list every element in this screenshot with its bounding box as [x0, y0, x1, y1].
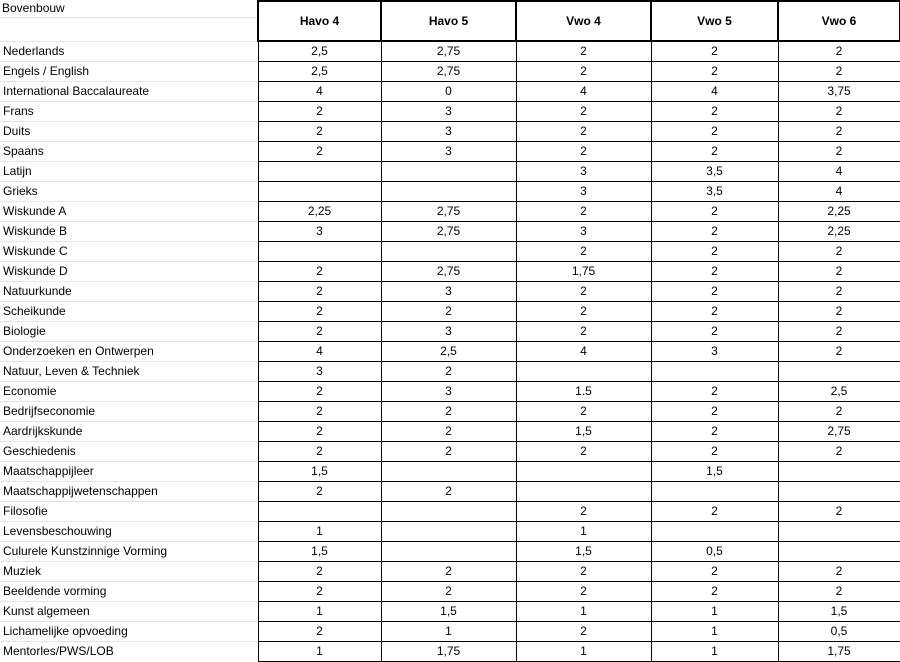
value-cell[interactable]: 2 [516, 202, 651, 222]
value-cell[interactable]: 2 [778, 302, 900, 322]
value-cell[interactable]: 4 [516, 82, 651, 102]
value-cell[interactable]: 2 [651, 502, 778, 522]
value-cell[interactable]: 2 [778, 502, 900, 522]
value-cell[interactable]: 2 [381, 402, 516, 422]
value-cell[interactable] [381, 182, 516, 202]
value-cell[interactable]: 2 [258, 622, 381, 642]
value-cell[interactable]: 4 [651, 82, 778, 102]
value-cell[interactable] [381, 242, 516, 262]
table-row [0, 402, 900, 422]
value-cell[interactable]: 1,5 [258, 462, 381, 482]
value-cell[interactable]: 3 [516, 162, 651, 182]
subject-cell[interactable]: Filosofie [0, 502, 258, 522]
value-cell[interactable]: 3 [381, 322, 516, 342]
value-cell[interactable]: 2 [516, 142, 651, 162]
subject-cell[interactable]: Bedrijfseconomie [0, 402, 258, 422]
value-cell[interactable]: 2,25 [778, 202, 900, 222]
value-cell[interactable]: 2,75 [381, 41, 516, 62]
value-cell[interactable]: 2 [651, 282, 778, 302]
value-cell[interactable] [258, 182, 381, 202]
value-cell[interactable]: 2 [651, 142, 778, 162]
subject-cell[interactable]: Mentorles/PWS/LOB [0, 642, 258, 662]
value-cell[interactable]: 2 [258, 482, 381, 502]
column-header-havo5[interactable]: Havo 5 [381, 1, 516, 41]
value-cell[interactable] [516, 482, 651, 502]
value-cell[interactable]: 2 [516, 302, 651, 322]
value-cell[interactable]: 1 [651, 602, 778, 622]
value-cell[interactable]: 2 [651, 402, 778, 422]
value-cell[interactable]: 4 [258, 342, 381, 362]
value-cell[interactable]: 2 [381, 442, 516, 462]
column-header-vwo5[interactable]: Vwo 5 [651, 1, 778, 41]
value-cell[interactable]: 2,25 [778, 222, 900, 242]
value-cell[interactable] [778, 522, 900, 542]
value-cell[interactable]: 2 [778, 62, 900, 82]
table-row [0, 262, 900, 282]
value-cell[interactable]: 2,75 [778, 422, 900, 442]
table-row [0, 302, 900, 322]
value-cell[interactable]: 2,75 [381, 62, 516, 82]
subject-cell[interactable]: Latijn [0, 162, 258, 182]
value-cell[interactable] [381, 162, 516, 182]
subject-cell[interactable]: Maatschappijwetenschappen [0, 482, 258, 502]
table-row [0, 142, 900, 162]
value-cell[interactable]: 2 [651, 302, 778, 322]
value-cell[interactable]: 3,5 [651, 162, 778, 182]
value-cell[interactable]: 2 [651, 582, 778, 602]
value-cell[interactable]: 1,75 [778, 642, 900, 662]
value-cell[interactable]: 3 [651, 342, 778, 362]
value-cell[interactable]: 2 [516, 622, 651, 642]
value-cell[interactable]: 2 [516, 242, 651, 262]
table-row [0, 322, 900, 342]
column-header-vwo4[interactable]: Vwo 4 [516, 1, 651, 41]
subject-cell[interactable]: Grieks [0, 182, 258, 202]
subject-cell[interactable]: International Baccalaureate [0, 82, 258, 102]
subject-cell[interactable]: Wiskunde C [0, 242, 258, 262]
value-cell[interactable]: 2 [258, 322, 381, 342]
value-cell[interactable]: 1 [516, 642, 651, 662]
table-row [0, 562, 900, 582]
table-row [0, 41, 900, 62]
value-cell[interactable]: 2 [516, 562, 651, 582]
subject-cell[interactable]: Wiskunde D [0, 262, 258, 282]
table-row [0, 222, 900, 242]
value-cell[interactable]: 1 [651, 622, 778, 642]
value-cell[interactable]: 2 [651, 122, 778, 142]
value-cell[interactable]: 2 [258, 422, 381, 442]
value-cell[interactable]: 2 [778, 122, 900, 142]
table-row [0, 462, 900, 482]
value-cell[interactable]: 1,5 [516, 542, 651, 562]
value-cell[interactable]: 2 [778, 142, 900, 162]
value-cell[interactable]: 2 [651, 222, 778, 242]
value-cell[interactable]: 0,5 [651, 542, 778, 562]
subject-cell[interactable]: Beeldende vorming [0, 582, 258, 602]
value-cell[interactable]: 2 [516, 122, 651, 142]
value-cell[interactable] [651, 482, 778, 502]
value-cell[interactable] [778, 362, 900, 382]
subject-cell[interactable]: Muziek [0, 562, 258, 582]
value-cell[interactable]: 3 [258, 222, 381, 242]
value-cell[interactable]: 3 [258, 362, 381, 382]
table-row [0, 482, 900, 502]
value-cell[interactable]: 0 [381, 82, 516, 102]
table-row [0, 602, 900, 622]
value-cell[interactable]: 1,75 [516, 262, 651, 282]
value-cell[interactable]: 3 [381, 102, 516, 122]
value-cell[interactable]: 4 [516, 342, 651, 362]
table-row [0, 382, 900, 402]
value-cell[interactable]: 2 [651, 442, 778, 462]
value-cell[interactable]: 3,75 [778, 82, 900, 102]
value-cell[interactable] [516, 362, 651, 382]
value-cell[interactable] [258, 162, 381, 182]
value-cell[interactable] [651, 362, 778, 382]
value-cell[interactable]: 1 [258, 602, 381, 622]
value-cell[interactable]: 3 [516, 222, 651, 242]
value-cell[interactable]: 1,5 [258, 542, 381, 562]
value-cell[interactable]: 2 [516, 62, 651, 82]
table-row [0, 102, 900, 122]
value-cell[interactable]: 2 [778, 41, 900, 62]
subject-cell[interactable]: Wiskunde A [0, 202, 258, 222]
value-cell[interactable]: 2 [778, 262, 900, 282]
value-cell[interactable]: 1 [516, 602, 651, 622]
value-cell[interactable]: 2 [778, 442, 900, 462]
value-cell[interactable]: 2 [381, 562, 516, 582]
value-cell[interactable]: 2 [258, 102, 381, 122]
value-cell[interactable]: 1 [381, 622, 516, 642]
value-cell[interactable]: 2 [516, 41, 651, 62]
value-cell[interactable]: 2 [258, 142, 381, 162]
value-cell[interactable]: 2 [516, 442, 651, 462]
table-row [0, 582, 900, 602]
table-row [0, 82, 900, 102]
subject-cell[interactable]: Geschiedenis [0, 442, 258, 462]
table-row [0, 342, 900, 362]
value-cell[interactable]: 2 [258, 442, 381, 462]
value-cell[interactable]: 2 [258, 302, 381, 322]
value-cell[interactable]: 2 [516, 502, 651, 522]
table-row [0, 502, 900, 522]
value-cell[interactable]: 2 [778, 242, 900, 262]
table-row [0, 162, 900, 182]
subject-cell[interactable]: Duits [0, 122, 258, 142]
value-cell[interactable]: 2 [651, 262, 778, 282]
header-row [0, 1, 900, 41]
value-cell[interactable]: 2 [258, 262, 381, 282]
value-cell[interactable]: 2 [651, 382, 778, 402]
value-cell[interactable]: 2 [778, 402, 900, 422]
value-cell[interactable]: 1,75 [381, 642, 516, 662]
value-cell[interactable] [381, 542, 516, 562]
table-row [0, 442, 900, 462]
value-cell[interactable]: 2 [516, 102, 651, 122]
value-cell[interactable]: 2 [381, 422, 516, 442]
value-cell[interactable]: 4 [258, 82, 381, 102]
value-cell[interactable]: 2 [381, 482, 516, 502]
value-cell[interactable]: 2,75 [381, 222, 516, 242]
value-cell[interactable]: 2 [258, 402, 381, 422]
table-row [0, 362, 900, 382]
value-cell[interactable]: 2,5 [381, 342, 516, 362]
value-cell[interactable]: 4 [778, 162, 900, 182]
table-row [0, 242, 900, 262]
table-row [0, 422, 900, 442]
value-cell[interactable]: 2 [516, 322, 651, 342]
subject-cell[interactable]: Levensbeschouwing [0, 522, 258, 542]
value-cell[interactable]: 2 [651, 202, 778, 222]
value-cell[interactable]: 2 [381, 362, 516, 382]
table-body [0, 41, 900, 662]
value-cell[interactable]: 3 [381, 142, 516, 162]
value-cell[interactable]: 2 [516, 282, 651, 302]
value-cell[interactable]: 2 [381, 302, 516, 322]
value-cell[interactable]: 2,5 [258, 62, 381, 82]
table-row [0, 122, 900, 142]
value-cell[interactable]: 3 [381, 382, 516, 402]
value-cell[interactable]: 2 [651, 41, 778, 62]
value-cell[interactable] [258, 242, 381, 262]
value-cell[interactable]: 1,5 [651, 462, 778, 482]
column-header-havo4[interactable]: Havo 4 [258, 1, 381, 41]
subject-cell[interactable]: Natuur, Leven & Techniek [0, 362, 258, 382]
value-cell[interactable]: 2 [778, 342, 900, 362]
value-cell[interactable]: 2 [778, 322, 900, 342]
subject-cell[interactable]: Scheikunde [0, 302, 258, 322]
value-cell[interactable]: 2 [778, 582, 900, 602]
value-cell[interactable]: 1,5 [381, 602, 516, 622]
value-cell[interactable] [381, 462, 516, 482]
value-cell[interactable]: 3 [516, 182, 651, 202]
value-cell[interactable]: 2,75 [381, 262, 516, 282]
value-cell[interactable]: 2 [651, 102, 778, 122]
value-cell[interactable]: 3,5 [651, 182, 778, 202]
value-cell[interactable]: 2,5 [778, 382, 900, 402]
value-cell[interactable]: 2 [651, 242, 778, 262]
table-row [0, 182, 900, 202]
value-cell[interactable]: 2 [516, 402, 651, 422]
subject-cell[interactable]: Culurele Kunstzinnige Vorming [0, 542, 258, 562]
value-cell[interactable]: 1,5 [516, 422, 651, 442]
value-cell[interactable]: 1 [516, 522, 651, 542]
value-cell[interactable]: 2,25 [258, 202, 381, 222]
value-cell[interactable]: 2 [778, 562, 900, 582]
subject-cell[interactable]: Lichamelijke opvoeding [0, 622, 258, 642]
value-cell[interactable]: 2 [258, 562, 381, 582]
value-cell[interactable]: 3 [381, 122, 516, 142]
table-row [0, 622, 900, 642]
value-cell[interactable] [778, 482, 900, 502]
value-cell[interactable]: 3 [381, 282, 516, 302]
value-cell[interactable]: 2 [651, 62, 778, 82]
value-cell[interactable]: 1 [651, 642, 778, 662]
value-cell[interactable]: 2 [778, 282, 900, 302]
value-cell[interactable]: 2 [651, 322, 778, 342]
value-cell[interactable]: 4 [778, 182, 900, 202]
value-cell[interactable]: 2 [778, 102, 900, 122]
value-cell[interactable]: 2 [516, 582, 651, 602]
subject-cell[interactable]: Wiskunde B [0, 222, 258, 242]
subject-cell[interactable]: Spaans [0, 142, 258, 162]
subject-cell[interactable]: Nederlands [0, 41, 258, 62]
subject-cell[interactable]: Frans [0, 102, 258, 122]
subject-cell[interactable]: Aardrijkskunde [0, 422, 258, 442]
value-cell[interactable]: 2 [258, 282, 381, 302]
subject-cell[interactable]: Biologie [0, 322, 258, 342]
table-row [0, 542, 900, 562]
subject-cell[interactable]: Natuurkunde [0, 282, 258, 302]
value-cell[interactable]: 1 [258, 522, 381, 542]
table-row [0, 282, 900, 302]
value-cell[interactable] [778, 462, 900, 482]
value-cell[interactable]: 1 [258, 642, 381, 662]
subject-cell[interactable]: Onderzoeken en Ontwerpen [0, 342, 258, 362]
value-cell[interactable] [516, 462, 651, 482]
table-row [0, 522, 900, 542]
value-cell[interactable] [258, 502, 381, 522]
value-cell[interactable]: 2,5 [258, 41, 381, 62]
column-header-vwo6[interactable]: Vwo 6 [778, 1, 900, 41]
value-cell[interactable]: 1,5 [778, 602, 900, 622]
subject-cell[interactable]: Engels / English [0, 62, 258, 82]
subject-cell[interactable]: Maatschappijleer [0, 462, 258, 482]
value-cell[interactable] [381, 522, 516, 542]
value-cell[interactable]: 2 [258, 122, 381, 142]
subject-cell[interactable]: Kunst algemeen [0, 602, 258, 622]
value-cell[interactable] [778, 542, 900, 562]
value-cell[interactable] [381, 502, 516, 522]
table-row [0, 202, 900, 222]
table-row [0, 642, 900, 662]
value-cell[interactable]: 2 [258, 582, 381, 602]
corner-label-cell[interactable]: Bovenbouw [0, 1, 258, 41]
value-cell[interactable] [651, 522, 778, 542]
subject-cell[interactable]: Economie [0, 382, 258, 402]
value-cell[interactable]: 2 [651, 562, 778, 582]
value-cell[interactable]: 2,75 [381, 202, 516, 222]
value-cell[interactable]: 2 [651, 422, 778, 442]
value-cell[interactable]: 0,5 [778, 622, 900, 642]
value-cell[interactable]: 1.5 [516, 382, 651, 402]
value-cell[interactable]: 2 [381, 582, 516, 602]
value-cell[interactable]: 2 [258, 382, 381, 402]
table-row [0, 62, 900, 82]
